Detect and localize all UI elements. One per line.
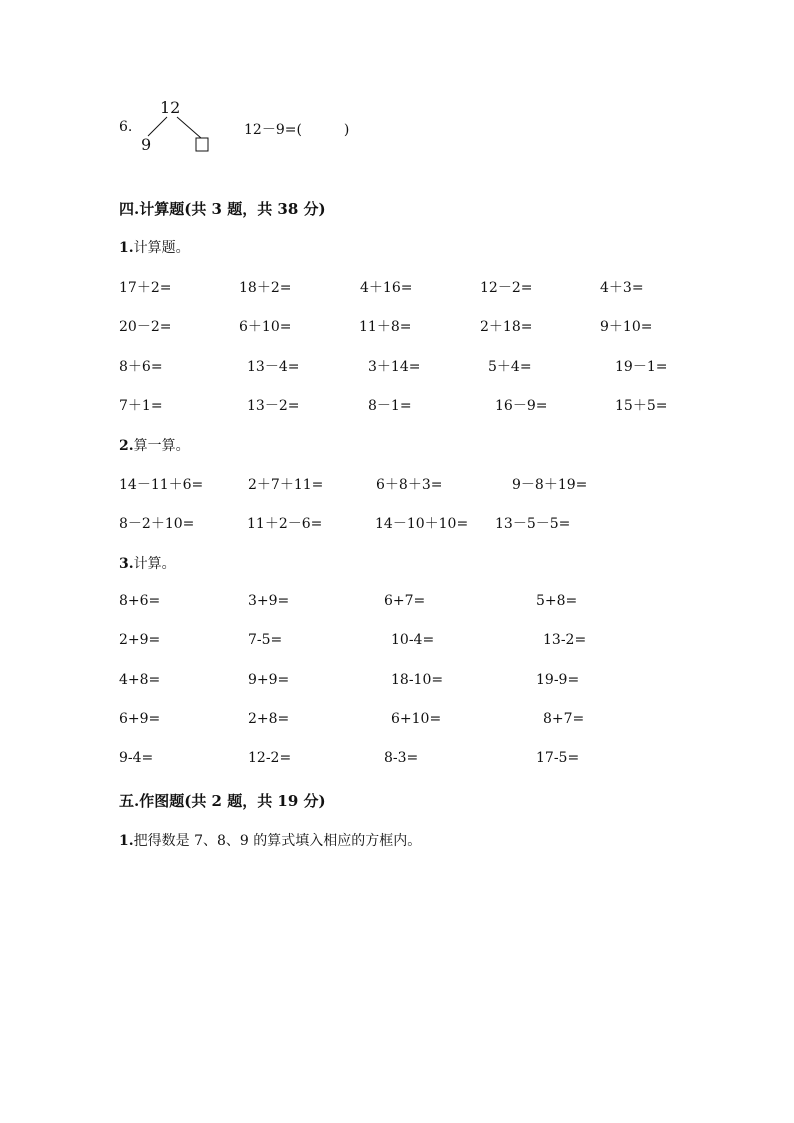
bond-left-number: 9 <box>141 135 152 154</box>
problem: 2＋7＋11= <box>248 477 324 493</box>
problem: 8+7= <box>543 711 585 727</box>
problem: 12－2= <box>480 280 533 296</box>
problem: 7＋1= <box>119 398 163 414</box>
problem: 5＋4= <box>488 359 532 375</box>
problem: 6＋8＋3= <box>376 477 443 493</box>
problem: 8＋6= <box>119 359 163 375</box>
subsection-number: 1. <box>119 833 134 849</box>
problem: 8+6= <box>119 593 161 609</box>
problem: 8-3= <box>384 750 419 766</box>
problem: 4＋3= <box>600 280 644 296</box>
problem: 6+7= <box>384 593 426 609</box>
problem: 14－10＋10= <box>375 516 469 532</box>
problem: 13－5－5= <box>495 516 571 532</box>
problem: 16－9= <box>495 398 548 414</box>
subsection-4-3-title <box>119 553 176 573</box>
problem: 14－11＋6= <box>119 477 204 493</box>
problem: 13－2= <box>247 398 300 414</box>
problem: 8－1= <box>368 398 412 414</box>
problem: 3＋14= <box>368 359 421 375</box>
problem: 18-10= <box>391 672 444 688</box>
subsection-number: 1. <box>119 240 134 256</box>
problem: 9+9= <box>248 672 290 688</box>
bond-left-line <box>148 117 167 136</box>
problem: 6+9= <box>119 711 161 727</box>
problem: 7-5= <box>248 632 283 648</box>
question-expression: 12－9=( ) <box>244 122 350 138</box>
problem: 17＋2= <box>119 280 172 296</box>
bond-top-number: 12 <box>160 98 181 117</box>
problem: 2＋18= <box>480 319 533 335</box>
subsection-5-1-title <box>119 830 421 850</box>
problem: 19－1= <box>615 359 668 375</box>
problem: 18＋2= <box>239 280 292 296</box>
subsection-text: 计算题。 <box>133 240 190 256</box>
problem: 3+9= <box>248 593 290 609</box>
section-4-title: 四.计算题(共 3 题，共 38 分) <box>119 200 326 218</box>
subsection-number: 2. <box>119 438 134 454</box>
problem: 11＋2－6= <box>247 516 323 532</box>
question-number: 6. <box>119 119 133 135</box>
problem: 13-2= <box>543 632 587 648</box>
subsection-4-2-title <box>119 435 190 455</box>
problem: 9－8＋19= <box>512 477 588 493</box>
problem: 9-4= <box>119 750 154 766</box>
subsection-text: 算一算。 <box>133 438 190 454</box>
problem: 11＋8= <box>359 319 412 335</box>
problem: 15＋5= <box>615 398 668 414</box>
section-5-title: 五.作图题(共 2 题，共 19 分) <box>119 792 326 810</box>
problem: 4+8= <box>119 672 161 688</box>
problem: 8－2＋10= <box>119 516 195 532</box>
problem: 12-2= <box>248 750 292 766</box>
subsection-text: 把得数是 7、8、9 的算式填入相应的方框内。 <box>133 833 422 849</box>
problem: 6＋10= <box>239 319 292 335</box>
problem: 6+10= <box>391 711 442 727</box>
bond-answer-box <box>196 138 208 151</box>
problem: 19-9= <box>536 672 580 688</box>
problem: 9＋10= <box>600 319 653 335</box>
problem: 13－4= <box>247 359 300 375</box>
problem: 10-4= <box>391 632 435 648</box>
problem: 17-5= <box>536 750 580 766</box>
problem: 2+9= <box>119 632 161 648</box>
subsection-number: 3. <box>119 556 134 572</box>
bond-right-line <box>177 117 201 138</box>
problem: 20－2= <box>119 319 172 335</box>
problem: 5+8= <box>536 593 578 609</box>
problem: 2+8= <box>248 711 290 727</box>
subsection-text: 计算。 <box>133 556 176 572</box>
problem: 4＋16= <box>360 280 413 296</box>
subsection-4-1-title <box>119 237 190 257</box>
